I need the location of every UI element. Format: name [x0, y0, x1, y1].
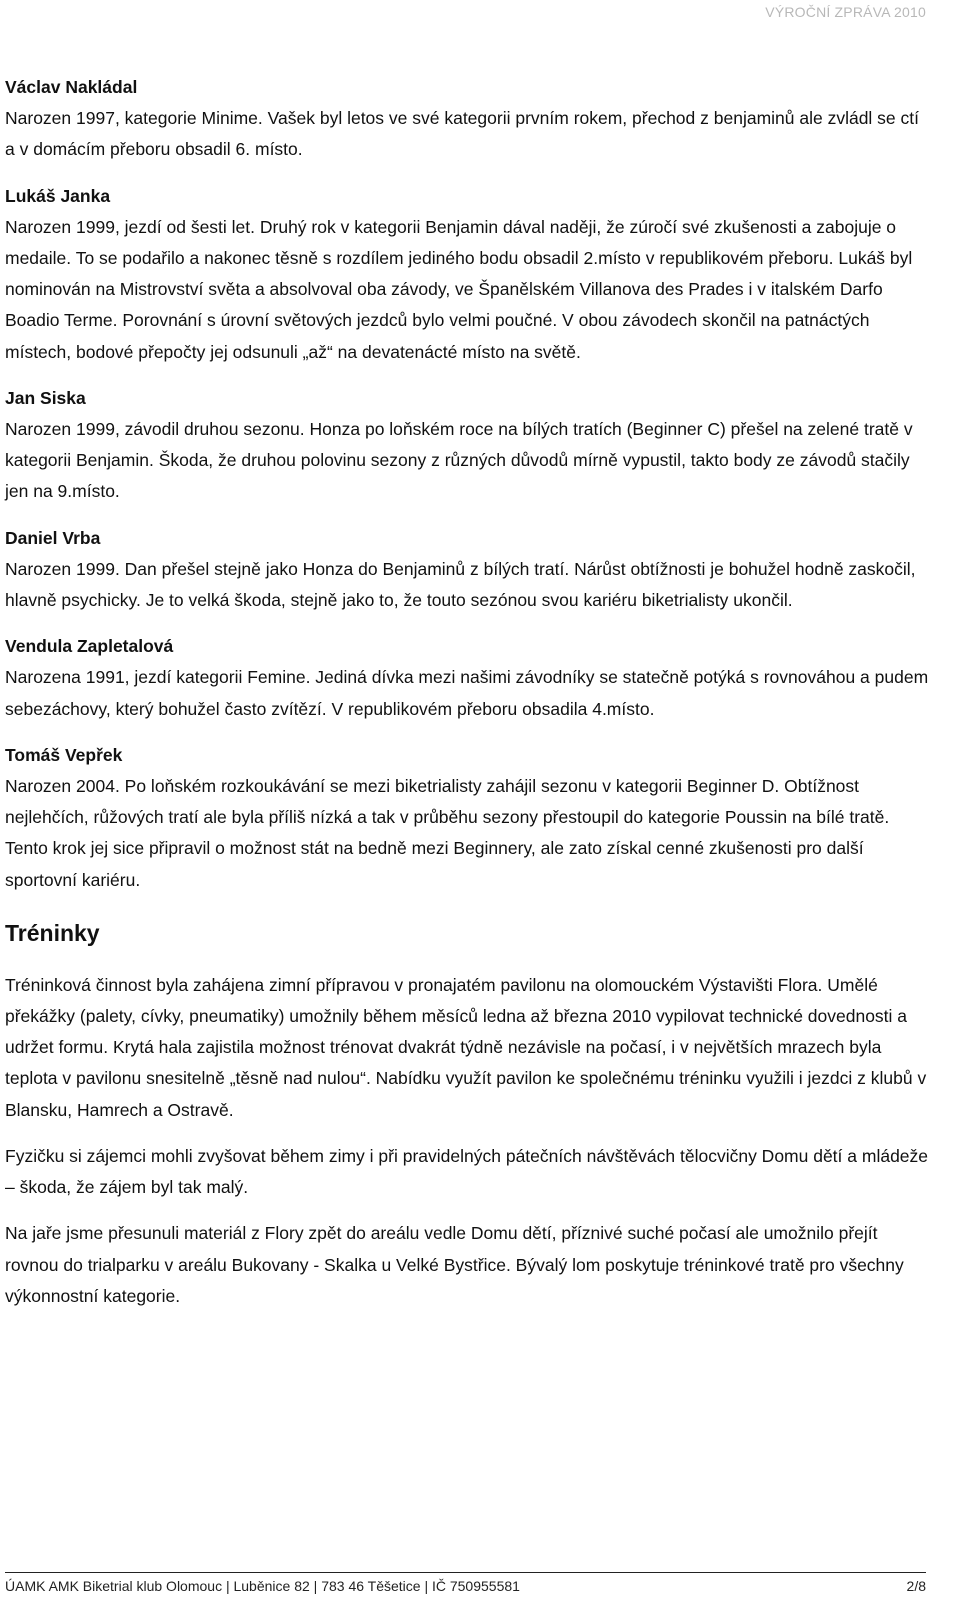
training-paragraph: Fyzičku si zájemci mohli zvyšovat během zimy i při pravidelných pátečních návštěvách tělocvičny Domu dětí a mládeže – škoda, že zájem byl tak malý. — [5, 1145, 929, 1198]
rider-name: Václav Nakládal — [5, 77, 138, 97]
page-number: 2/8 — [906, 1578, 926, 1594]
section-heading-training: Tréninky — [5, 919, 100, 946]
training-paragraph: Na jaře jsme přesunuli materiál z Flory zpět do areálu vedle Domu dětí, příznivé suché počasí ale umožnilo přejít rovnou do trialparku v areálu Bukovany - Skalka u Velké Bystřice. Bývalý lom poskytuje tréninkové tratě pro všechny výkonnostní kategorie. — [5, 1223, 904, 1306]
document-body — [5, 72, 930, 1312]
rider-text: Narozen 1999. Dan přešel stejně jako Honza do Benjaminů z bílých tratí. Nárůst obtížnosti je bohužel hodně zaskočil, hlavně psychicky. Je to velká škoda, stejně jako to, že touto sezónou svou kariéru biketrialisty ukončil. — [5, 558, 916, 611]
rider-name: Daniel Vrba — [5, 527, 101, 548]
header-title: VÝROČNÍ ZPRÁVA 2010 — [765, 4, 926, 20]
rider-text: Narozen 1999, závodil druhou sezonu. Honza po loňském roce na bílých tratích (Beginner C) přešel na zelené tratě v kategorii Benjamin. Škoda, že druhou polovinu sezony z různých důvodů mírně vypustil, takto body ze závodů stačily jen na 9.místo. — [5, 419, 913, 502]
page-footer — [5, 1578, 926, 1594]
training-paragraph: Tréninková činnost byla zahájena zimní přípravou v pronajatém pavilonu na olomouckém Výstavišti Flora. Umělé překážky (palety, cívky, pneumatiky) umožnily během měsíců ledna až března 2010 vypilovat technické dovednosti a udržet formu. Krytá hala zajistila možnost trénovat dvakrát týdně nezávisle na počasí, i v největších mrazech byla teplota v pavilonu snesitelně „těsně nad nulou“. Nabídku využít pavilon ke společnému tréninku využili i jezdci z klubů v Blansku, Hamrech a Ostravě. — [5, 974, 927, 1120]
rider-name: Lukáš Janka — [5, 185, 111, 206]
footer-divider — [5, 1572, 926, 1573]
rider-text: Narozen 1999, jezdí od šesti let. Druhý rok v kategorii Benjamin dával naději, že zúročí své zkušenosti a zabojuje o medaile. To se podařilo a nakonec těsně s rozdílem jediného bodu obsadil 2.místo v republikovém přeboru. Lukáš byl nominován na Mistrovství světa a absolvoval oba závody, ve Španělském Villanova des Prades i v italském Darfo Boadio Terme. Porovnání s úrovní světových jezdců bylo velmi poučné. V obou závodech skončil na patnáctých místech, bodové přepočty jej odsunuli „až“ na devatenácté místo na světě. — [5, 216, 913, 362]
rider-name: Vendula Zapletalová — [5, 636, 174, 657]
rider-name: Jan Siska — [5, 387, 86, 408]
rider-text: Narozena 1991, jezdí kategorii Femine. Jediná dívka mezi našimi závodníky se statečně potýká s rovnováhou a pudem sebezáchovy, který bohužel často zvítězí. V republikovém přeboru obsadila 4.místo. — [5, 667, 929, 719]
rider-name: Tomáš Vepřek — [5, 744, 123, 765]
footer-address: ÚAMK AMK Biketrial klub Olomouc | Luběnice 82 | 783 46 Těšetice | IČ 750955581 — [5, 1578, 520, 1594]
rider-text: Narozen 1997, kategorie Minime. Vašek byl letos ve své kategorii prvním rokem, přechod z benjaminů ale zvládl se ctí a v domácím přeboru obsadil 6. místo. — [5, 108, 919, 160]
rider-text: Narozen 2004. Po loňském rozkoukávání se mezi biketrialisty zahájil sezonu v kategorii Beginner D. Obtížnost nejlehčích, růžových tratí ale byla příliš nízká a tak v průběhu sezony přestoupil do kategorie Poussin na bílé tratě. Tento krok jej sice připravil o možnost stát na bedně mezi Beginnery, ale zato získal cenné zkušenosti pro další sportovní kariéru. — [5, 776, 890, 890]
